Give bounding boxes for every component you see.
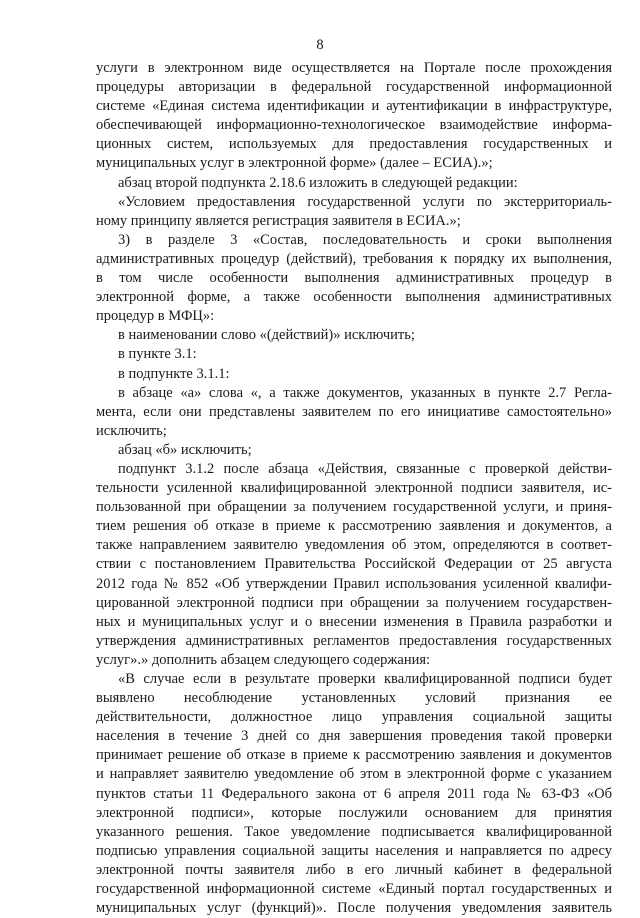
text-line: населения в течение 3 дней со дня завершения проведения такой проверки bbox=[96, 728, 612, 745]
text-line: 2012 года № 852 «Об утверждении Правил использования усиленной квалифи- bbox=[96, 575, 612, 592]
text-line: обеспечивающей информационно-технологическое взаимодействие информа- bbox=[96, 117, 612, 134]
text-line: абзац «б» исключить; bbox=[118, 441, 252, 458]
text-line: электронной подписи», которые послужили основанием для принятия bbox=[96, 804, 612, 821]
text-line: процедуры авторизации в федеральной государственной информационной bbox=[96, 79, 612, 96]
text-line: электронной почты заявителя либо в его личный кабинет в федеральной bbox=[96, 861, 612, 878]
text-line: пользованной при обращении за получением государственной услуги, и приня- bbox=[96, 499, 612, 516]
page-number: 8 bbox=[316, 37, 324, 53]
text-line: цированной электронной подписи при обращении за получением государствен- bbox=[96, 594, 612, 611]
text-line: абзац второй подпункта 2.18.6 изложить в следующей редакции: bbox=[118, 174, 518, 191]
text-line: выявлено несоблюдение установленных условий признания ее bbox=[96, 690, 612, 707]
text-line: ствии с постановлением Правительства Российской Федерации от 25 августа bbox=[96, 556, 612, 573]
text-line: услуг».» дополнить абзацем следующего содержания: bbox=[96, 651, 431, 668]
text-line: указанного решения. Такое уведомление подписывается квалифицированной bbox=[96, 823, 612, 840]
text-line: подпункт 3.1.2 после абзаца «Действия, связанные с проверкой действи- bbox=[118, 460, 612, 477]
text-line: мента, если они представлены заявителем по его инициативе самостоятельно» bbox=[96, 403, 612, 420]
text-line: муниципальных услуг (функций)». После получения уведомления заявитель bbox=[96, 900, 612, 917]
text-line: в наименовании слово «(действий)» исключить; bbox=[118, 327, 415, 344]
text-line: процедур в МФЦ»: bbox=[96, 308, 215, 325]
text-line: муниципальных услуг в электронной форме» (далее – ЕСИА).»; bbox=[96, 155, 493, 172]
document-body bbox=[96, 59, 612, 918]
text-line: тельности усиленной квалифицированной электронной подписи заявителя, ис- bbox=[96, 480, 612, 497]
text-line: государственной информационной системе «Единый портал государственных и bbox=[96, 881, 612, 898]
text-line: исключить; bbox=[96, 422, 167, 439]
text-line: в пункте 3.1: bbox=[118, 346, 197, 363]
text-line: также направлением заявителю уведомления об этом, определяются в соответ- bbox=[96, 537, 612, 554]
text-line: действительности, должностное лицо управления социальной защиты bbox=[96, 709, 612, 726]
text-line: «Условием предоставления государственной услуги по экстерриториаль- bbox=[118, 193, 612, 210]
text-line: в подпункте 3.1.1: bbox=[118, 365, 230, 382]
text-line: в том числе особенности выполнения административных процедур в bbox=[96, 270, 612, 287]
text-line: пунктов статьи 11 Федерального закона от 6 апреля 2011 года № 63-ФЗ «Об bbox=[96, 785, 612, 802]
text-line: утверждения административных регламентов предоставления государственных bbox=[96, 632, 612, 649]
text-line: и направляет заявителю уведомление об этом в электронной форме с указанием bbox=[96, 766, 612, 783]
text-line: системе «Единая система идентификации и аутентификации в инфраструктуре, bbox=[96, 98, 612, 115]
text-line: в абзаце «а» слова «, а также документов, указанных в пункте 2.7 Регла- bbox=[118, 384, 612, 401]
text-line: принимает решение об отказе в приеме к рассмотрению заявления и документов bbox=[96, 747, 612, 764]
text-line: ционных систем, используемых для предоставления государственных и bbox=[96, 136, 612, 153]
text-line: административных процедур (действий), требования к порядку их выполнения, bbox=[96, 250, 612, 267]
text-line: ному принципу является регистрация заявителя в ЕСИА.»; bbox=[96, 212, 461, 229]
text-line: «В случае если в результате проверки квалифицированной подписи будет bbox=[118, 671, 612, 687]
text-line: ных и муниципальных услуг и о внесении изменения в Правила разработки и bbox=[96, 613, 612, 630]
text-line: 3) в разделе 3 «Состав, последовательность и сроки выполнения bbox=[118, 231, 612, 248]
text-line: услуги в электронном виде осуществляется на Портале после прохождения bbox=[96, 60, 612, 76]
text-line: подписью управления социальной защиты населения и направляется по адресу bbox=[96, 842, 612, 859]
text-line: тием решения об отказе в приеме к рассмотрению заявления и документов, а bbox=[96, 518, 612, 535]
text-line: электронной форме, а также особенности выполнения административных bbox=[96, 289, 612, 306]
